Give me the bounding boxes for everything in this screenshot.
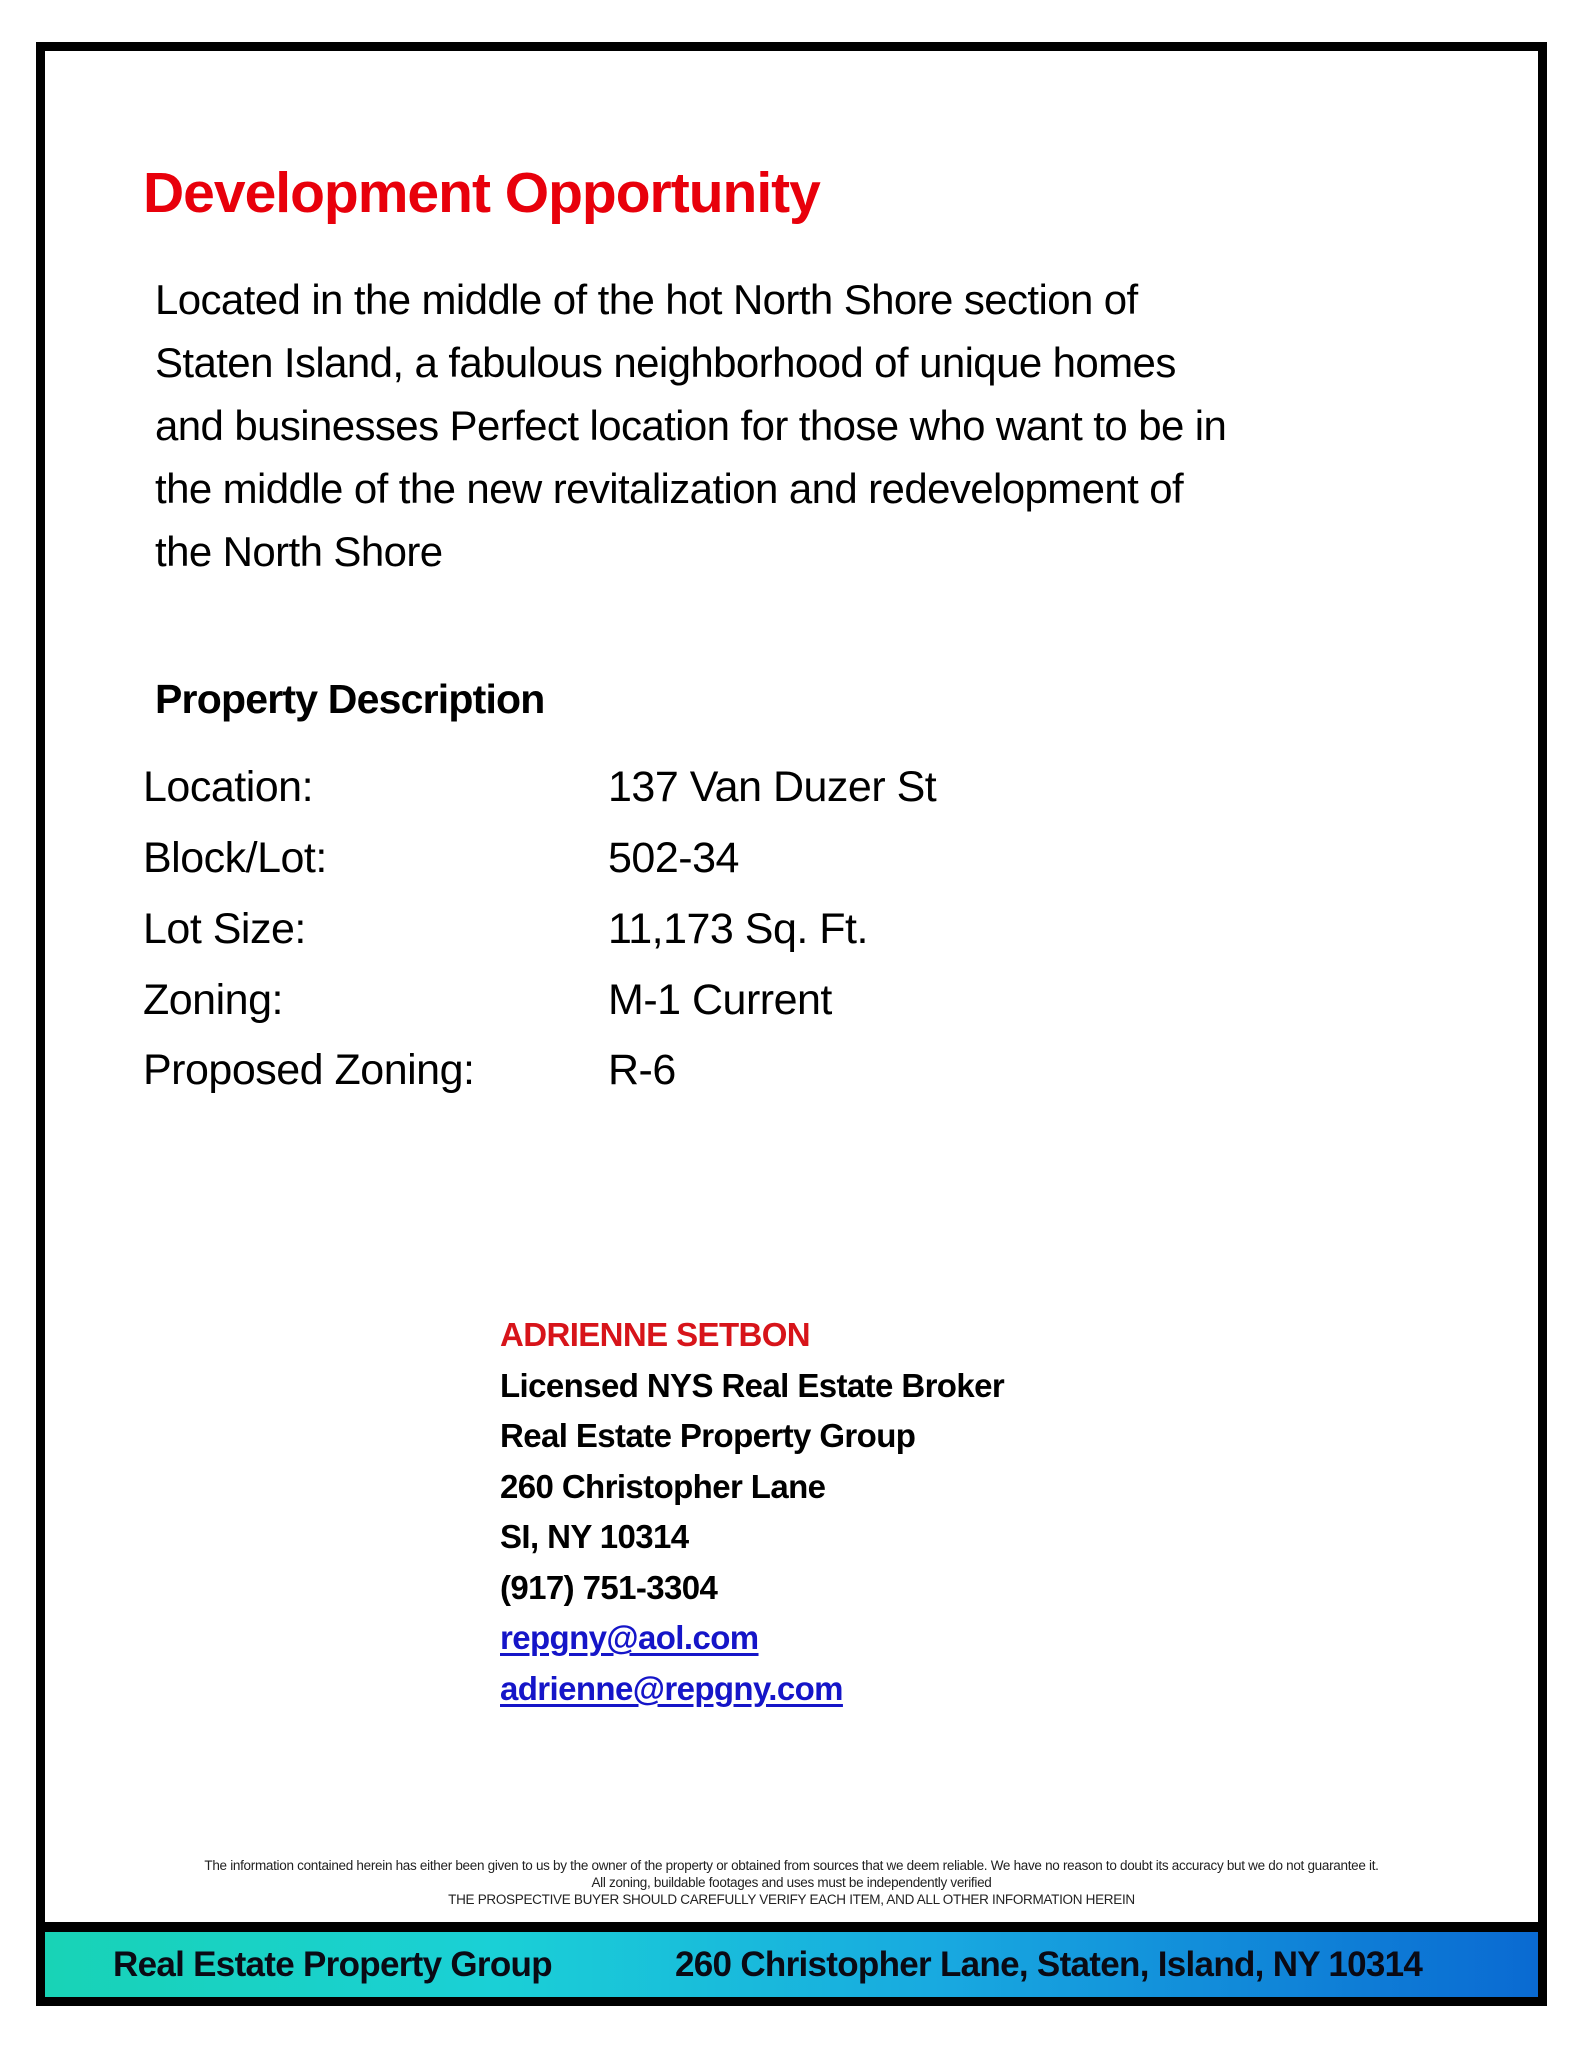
property-row-zoning <box>143 970 1143 1030</box>
disclaimer <box>45 1857 1538 1908</box>
property-value: 502-34 <box>608 834 739 882</box>
property-row-block-lot <box>143 828 1143 888</box>
agent-phone: (917) 751-3304 <box>500 1568 718 1606</box>
disclaimer-line: All zoning, buildable footages and uses must be independently verified <box>591 1875 992 1890</box>
footer-company: Real Estate Property Group <box>113 1945 552 1984</box>
property-value: 11,173 Sq. Ft. <box>608 905 868 953</box>
property-value: R-6 <box>608 1046 676 1094</box>
disclaimer-line: The information contained herein has either been given to us by the owner of the property or obtained from sources that we deem reliable. We have no reason to doubt its accuracy but we do not guarantee it. <box>204 1858 1379 1873</box>
property-row-lot-size <box>143 899 1143 959</box>
agent-title: Licensed NYS Real Estate Broker <box>500 1366 1005 1404</box>
agent-company: Real Estate Property Group <box>500 1417 916 1454</box>
property-label: Proposed Zoning: <box>143 1046 475 1094</box>
property-label: Zoning: <box>143 976 283 1024</box>
property-label: Block/Lot: <box>143 834 327 882</box>
agent-street: 260 Christopher Lane <box>500 1467 826 1505</box>
property-label: Location: <box>143 763 314 811</box>
page-title: Development Opportunity <box>143 161 820 225</box>
intro-line: the North Shore <box>155 528 443 575</box>
intro-line: and businesses Perfect location for those who want to be in <box>155 402 1227 449</box>
footer-bottom-border <box>36 1997 1547 2006</box>
disclaimer-line: THE PROSPECTIVE BUYER SHOULD CAREFULLY VERIFY EACH ITEM, AND ALL OTHER INFORMATION HEREIN <box>448 1892 1135 1907</box>
property-value: M-1 Current <box>608 976 832 1024</box>
intro-line: the middle of the new revitalization and redevelopment of <box>155 465 1184 512</box>
footer-banner <box>45 1932 1538 1997</box>
contact-block <box>500 1310 1004 1714</box>
agent-name: ADRIENNE SETBON <box>500 1316 811 1353</box>
email-link-aol[interactable]: repgny@aol.com <box>500 1619 759 1656</box>
agent-city: SI, NY 10314 <box>500 1518 689 1555</box>
email-link-repgny[interactable]: adrienne@repgny.com <box>500 1669 843 1707</box>
intro-paragraph <box>155 268 1455 583</box>
intro-line: Located in the middle of the hot North Shore section of <box>155 276 1138 323</box>
property-row-proposed-zoning <box>143 1040 1143 1100</box>
property-value: 137 Van Duzer St <box>608 763 937 811</box>
property-description-heading: Property Description <box>155 676 545 722</box>
footer-separator <box>36 1922 1547 1932</box>
property-label: Lot Size: <box>143 905 306 953</box>
footer-address: 260 Christopher Lane, Staten, Island, NY 10314 <box>675 1945 1423 1984</box>
intro-line: Staten Island, a fabulous neighborhood of unique homes <box>155 339 1176 386</box>
property-row-location <box>143 757 1143 817</box>
